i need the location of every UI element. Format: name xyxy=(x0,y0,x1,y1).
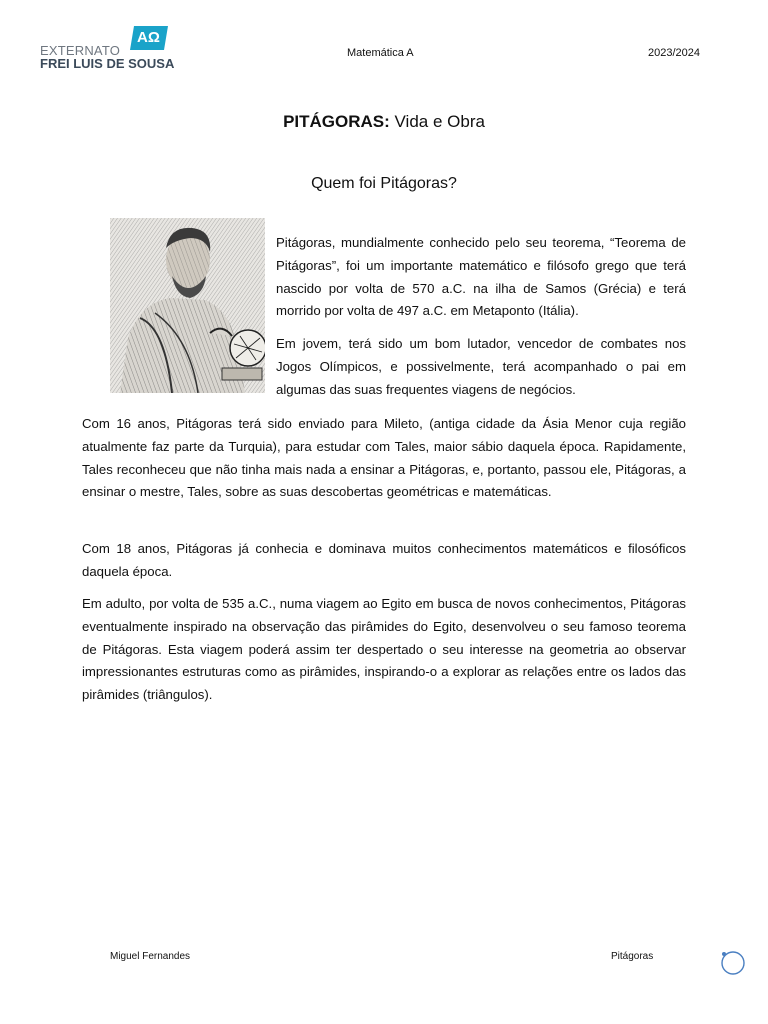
school-logo xyxy=(40,26,175,72)
logo-top-text: EXTERNATO xyxy=(40,43,121,58)
title-bold: PITÁGORAS: xyxy=(283,112,390,131)
paragraph-egypt: Em adulto, por volta de 535 a.C., numa viagem ao Egito em busca de novos conhecimentos, Pitágoras eventualmente inspirado na observação das pirâmides do Egito, desenvolveu o seu famoso teorema de Pitágoras. Esta viagem poderá assim ter despertado o seu interesse na geometria ao observar impressionantes estruturas como as pirâmides, inspirando-o a explorar as relações entre os lados das pirâmides (triângulos). xyxy=(82,596,686,703)
header-subject: Matemática A xyxy=(347,47,414,59)
page-circle-icon xyxy=(719,949,747,977)
header-year: 2023/2024 xyxy=(648,47,700,59)
footer-doc-title: Pitágoras xyxy=(611,951,654,962)
paragraph-age-18: Com 18 anos, Pitágoras já conhecia e dominava muitos conhecimentos matemáticos e filosóficos daquela época. xyxy=(82,541,686,579)
paragraph-intro: Pitágoras, mundialmente conhecido pelo seu teorema, “Teorema de Pitágoras”, foi um importante matemático e filósofo grego que terá nascido por volta de 570 a.C. na ilha de Samos (Grécia) e terá morrido por volta de 497 a.C. em Metaponto (Itália). xyxy=(276,235,686,319)
logo-bottom-text: FREI LUIS DE SOUSA xyxy=(40,56,175,71)
title-rest: Vida e Obra xyxy=(389,112,485,131)
logo-mark-text: AΩ xyxy=(137,29,160,46)
paragraph-youth: Em jovem, terá sido um bom lutador, vencedor de combates nos Jogos Olímpicos, e possivelmente, terá acompanhado o pai em algumas das suas frequentes viagens de negócios. xyxy=(276,336,686,397)
section-heading: Quem foi Pitágoras? xyxy=(311,175,457,192)
paragraph-mileto: Com 16 anos, Pitágoras terá sido enviado para Mileto, (antiga cidade da Ásia Menor cuja região atualmente faz parte da Turquia), para estudar com Tales, maior sábio daquela época. Rapidamente, Tales reconheceu que não tinha mais nada a ensinar a Pitágoras, e, portanto, passou ele, Pitágoras, a ensinar o mestre, Tales, sobre as suas descobertas geométricas e matemáticas. xyxy=(82,416,686,500)
footer-author: Miguel Fernandes xyxy=(110,951,191,962)
pythagoras-portrait-image xyxy=(110,218,265,393)
page-title xyxy=(0,112,768,132)
